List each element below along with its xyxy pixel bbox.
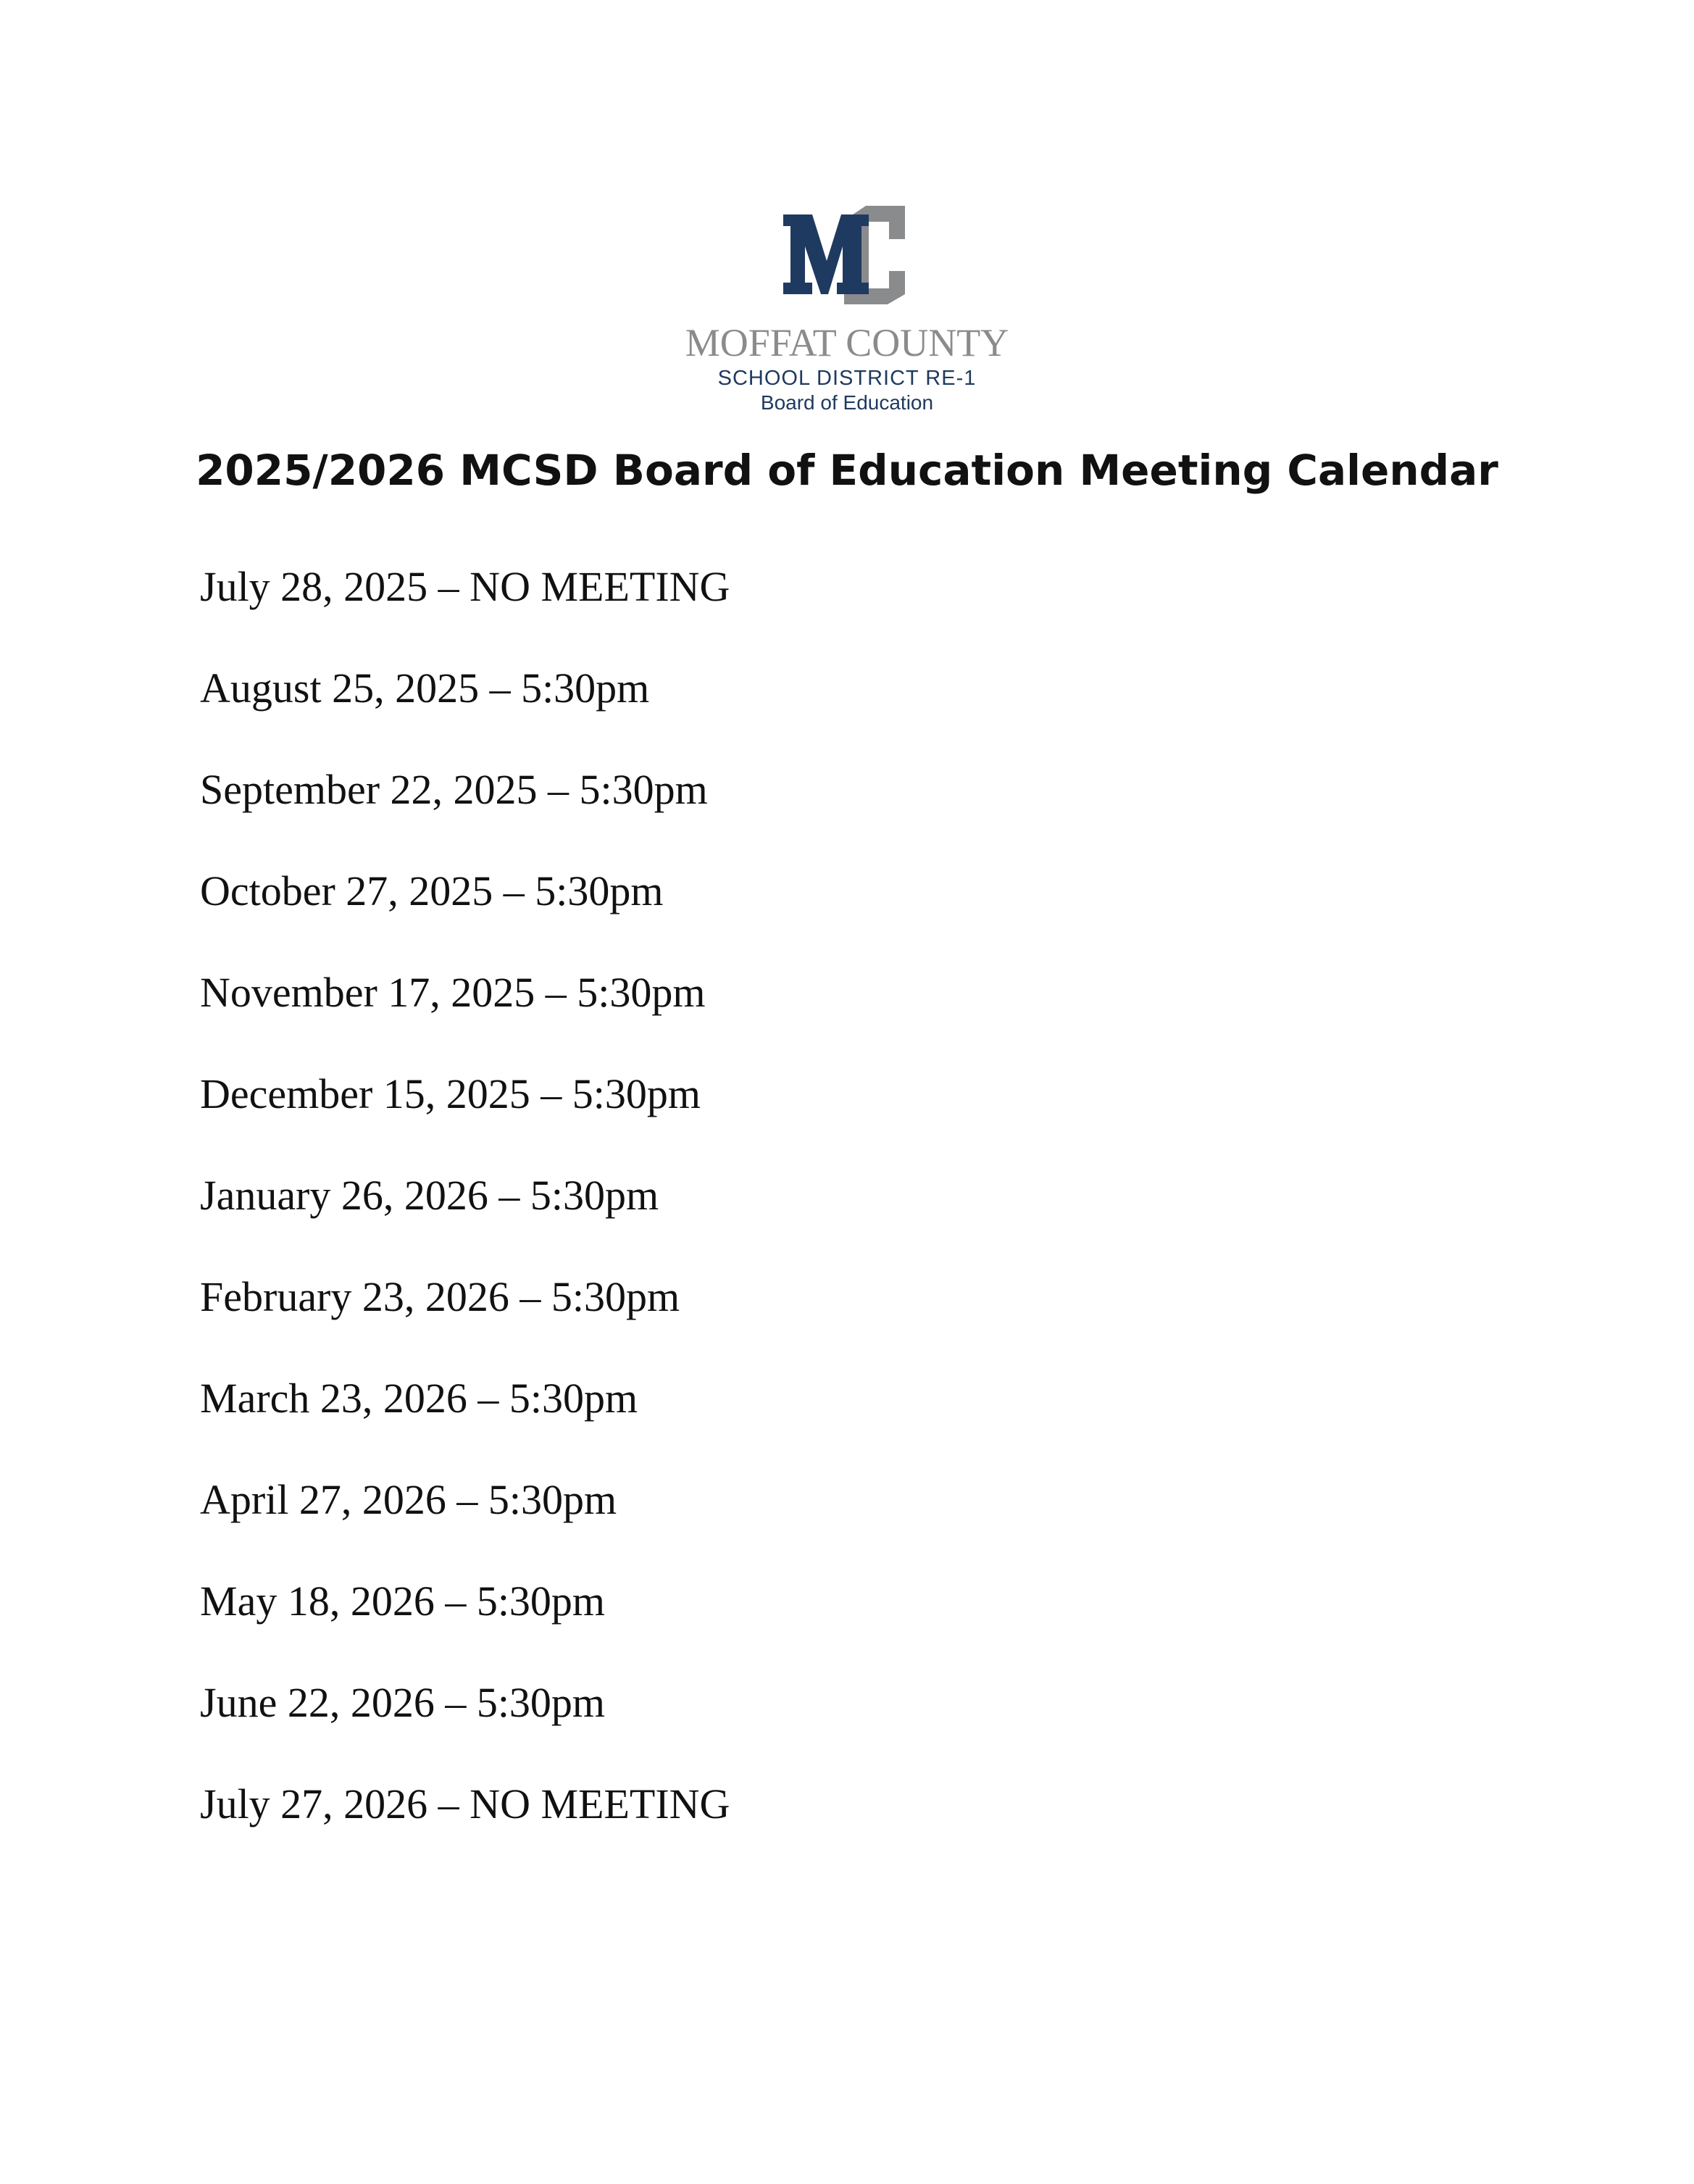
logo-board-name: Board of Education [760,391,934,414]
meeting-item: March 23, 2026 – 5:30pm [200,1375,638,1422]
meeting-item: December 15, 2025 – 5:30pm [200,1070,701,1117]
logo-district-name: SCHOOL DISTRICT RE-1 [717,367,977,390]
meeting-item: May 18, 2026 – 5:30pm [200,1577,606,1625]
meeting-item: August 25, 2025 – 5:30pm [200,664,650,712]
meeting-item: November 17, 2025 – 5:30pm [200,969,706,1016]
meeting-item: July 27, 2026 – NO MEETING [200,1780,730,1827]
logo-county-name: MOFFAT COUNTY [685,321,1009,364]
meeting-item: April 27, 2026 – 5:30pm [200,1476,617,1523]
meeting-list [200,562,730,1880]
page-title: 2025/2026 MCSD Board of Education Meeting Calendar [196,446,1498,495]
district-logo [666,204,1028,422]
meeting-item: September 22, 2025 – 5:30pm [200,766,708,813]
meeting-item: June 22, 2026 – 5:30pm [200,1679,606,1726]
meeting-item: July 28, 2025 – NO MEETING [200,563,730,610]
mc-monogram-logo [780,204,914,306]
meeting-item: February 23, 2026 – 5:30pm [200,1273,680,1320]
meeting-item: January 26, 2026 – 5:30pm [200,1172,659,1219]
meeting-item: October 27, 2025 – 5:30pm [200,867,664,914]
